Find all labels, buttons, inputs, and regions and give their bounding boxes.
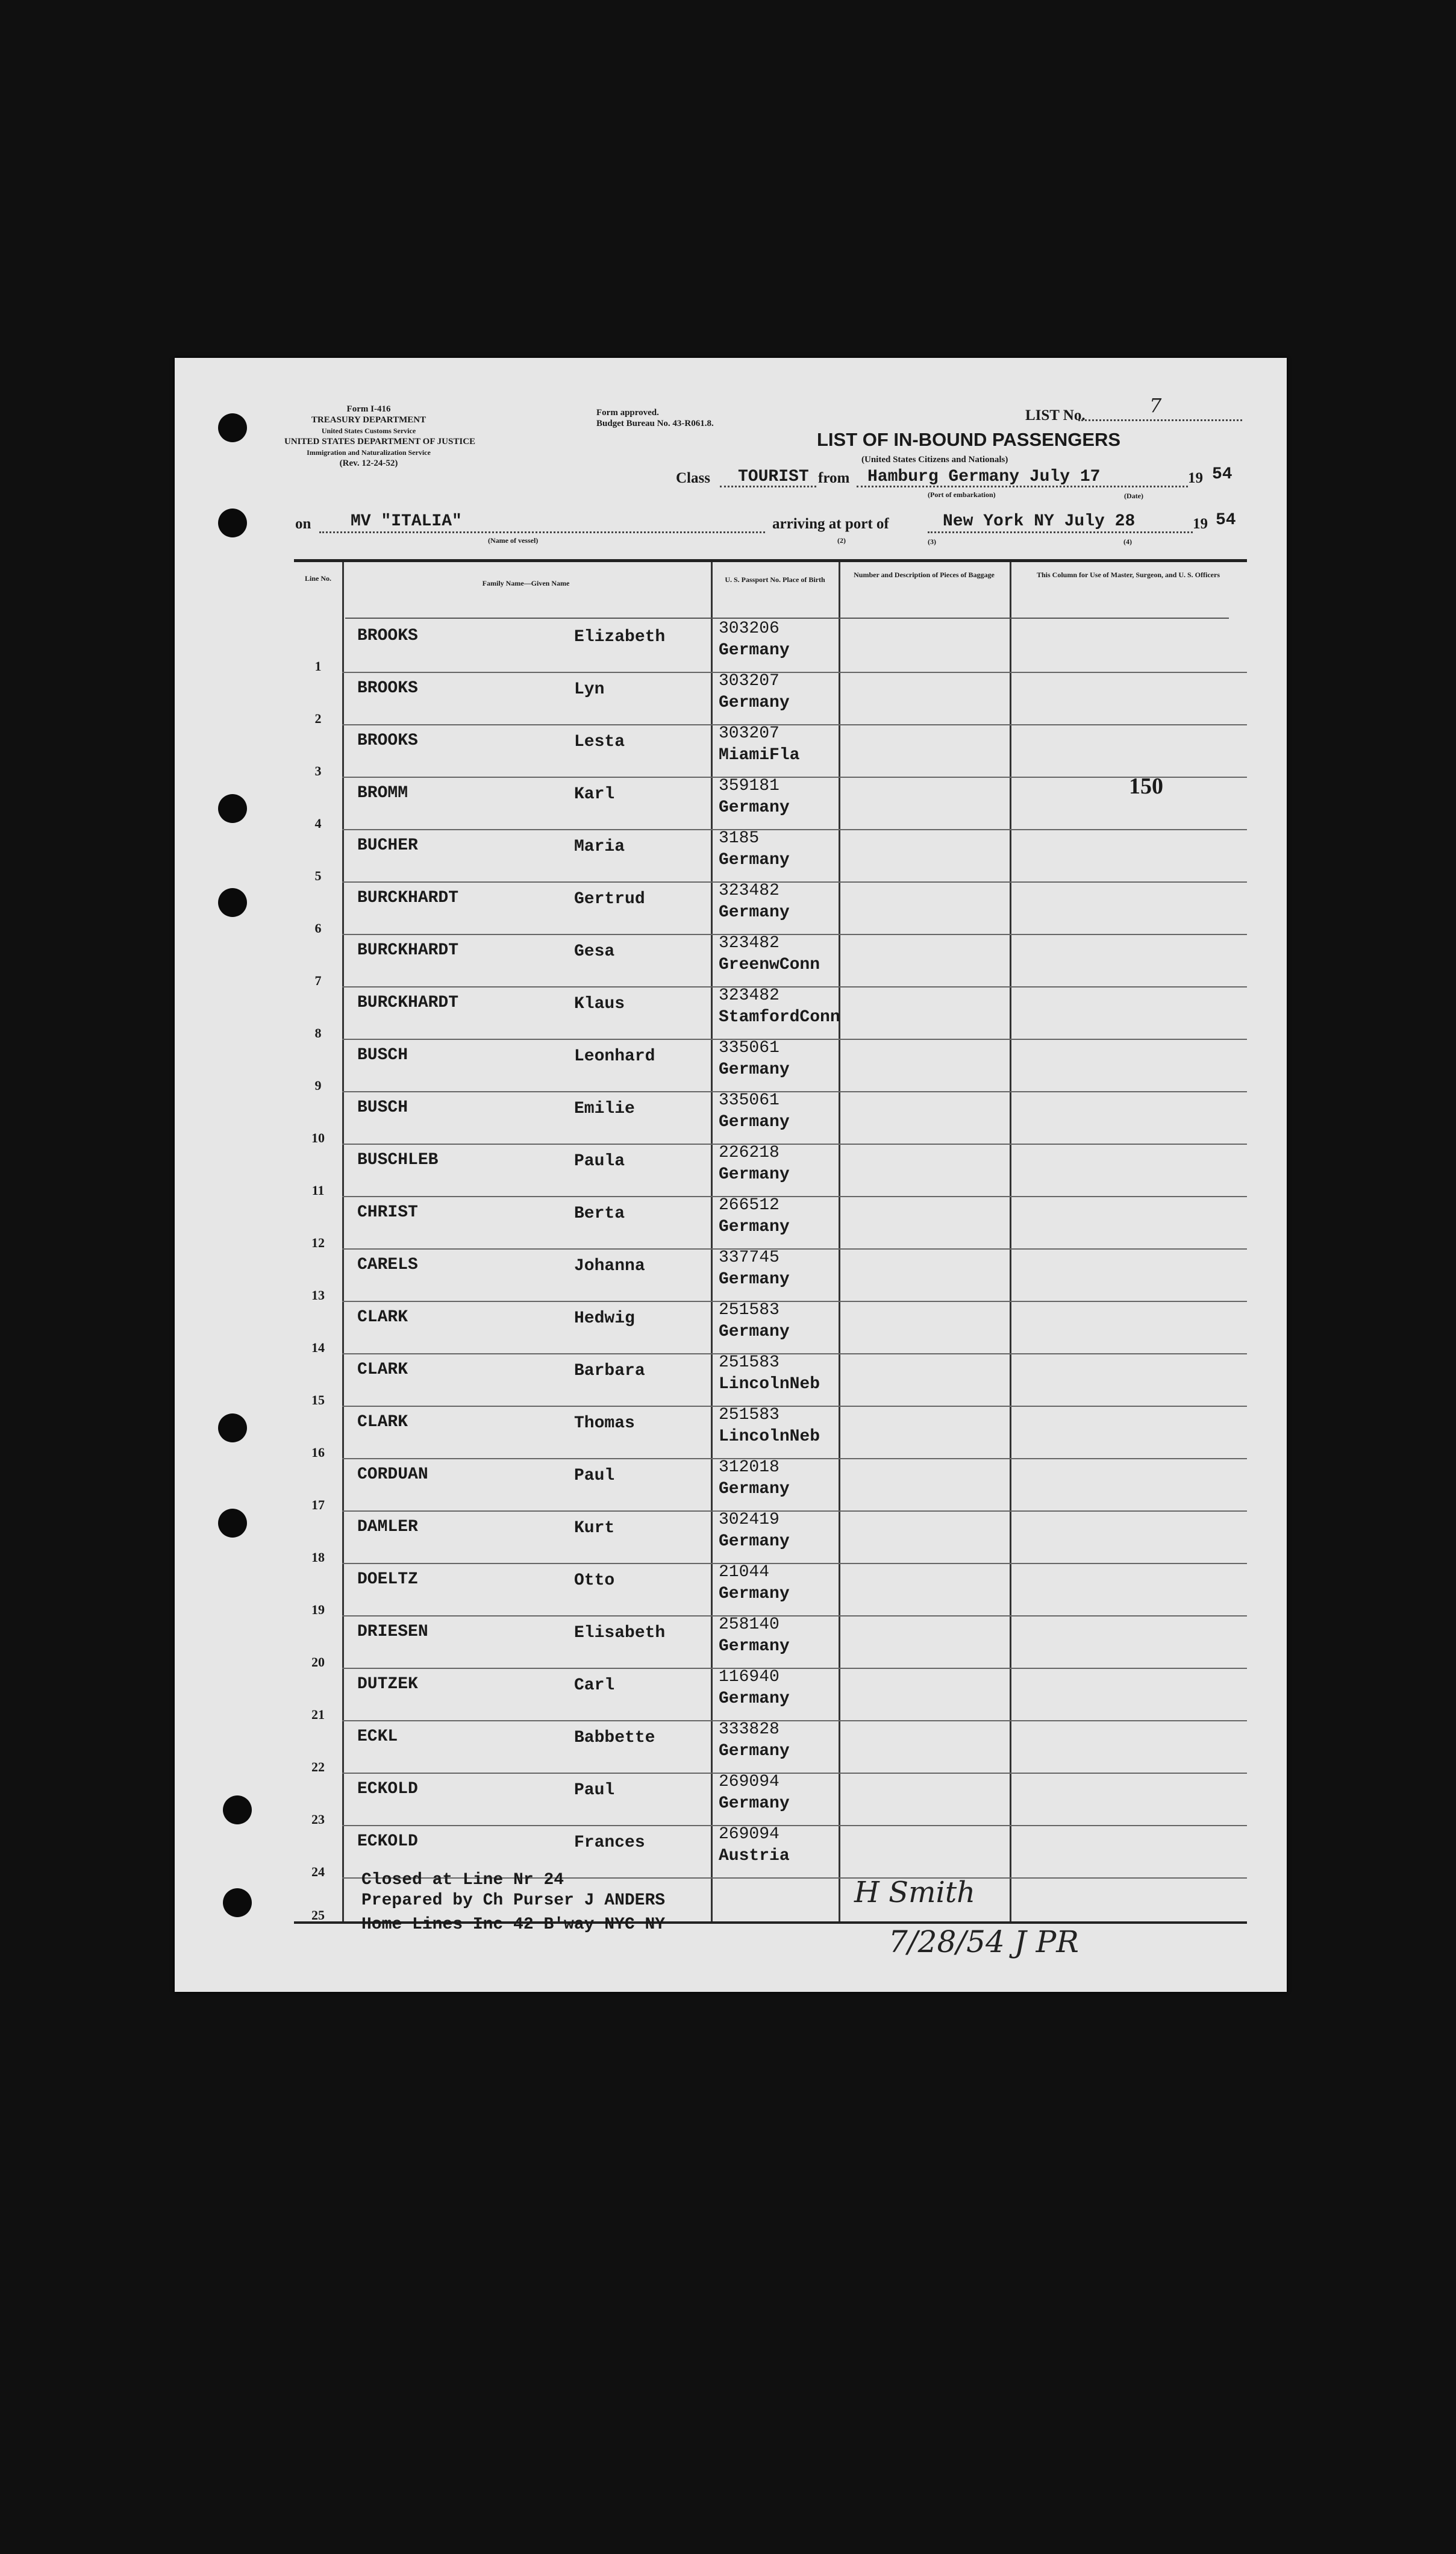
table-row [311,1301,1247,1355]
family-name: BUSCH [357,1098,408,1117]
vessel-caption: (Name of vessel) [488,536,539,545]
budget-bureau-line: Budget Bureau No. 43-R061.8. [596,419,714,428]
given-name: Karl [574,785,615,804]
port-embarkation-caption: (Port of embarkation) [928,490,996,499]
given-name: Elisabeth [574,1624,666,1642]
table-row [314,881,1247,936]
from-label: from [818,470,850,486]
family-name: CLARK [357,1308,408,1327]
list-no-value: 7 [1149,394,1162,417]
table-row [311,1406,1247,1460]
family-name: DRIESEN [357,1623,428,1641]
passport-number: 337745 [719,1248,780,1267]
family-name: CORDUAN [357,1465,428,1484]
vessel-name: MV "ITALIA" [351,512,462,531]
passport-number: 335061 [719,1039,780,1057]
place-of-birth: Germany [719,903,790,922]
passport-number: 258140 [719,1615,780,1634]
passenger-table [294,559,1247,1934]
given-name: Emilie [574,1100,635,1118]
ins-label: Immigration and Naturalization Service [307,448,431,457]
list-no-label: LIST No. [1025,407,1086,424]
col-header-name: Family Name—Given Name [482,579,570,587]
header-rule [345,618,1229,619]
col2-number-top: (2) [837,536,846,545]
col4-number-top: (4) [1123,537,1132,546]
passport-number: 269094 [719,1773,780,1791]
given-name: Johanna [574,1257,645,1275]
place-of-birth: Germany [719,1218,790,1236]
place-of-birth: StamfordConn [719,1008,840,1027]
line-number: 11 [311,1183,325,1198]
year-prefix: 19 [1188,470,1203,486]
line-number: 10 [311,1130,325,1145]
place-of-birth: Germany [719,1322,790,1341]
passport-number: 303207 [719,724,780,743]
table-row [314,777,1247,831]
table-row [314,986,1247,1041]
binder-hole [223,1795,252,1824]
from-underline [857,486,1188,487]
passport-number: 266512 [719,1196,780,1215]
binder-hole [218,413,247,442]
col3-number-top: (3) [928,537,936,546]
from-year: 54 [1212,465,1233,484]
given-name: Lyn [574,680,605,699]
given-name: Klaus [574,995,625,1013]
arriving-label: arriving at port of [772,516,889,532]
given-name: Lesta [574,733,625,751]
line-number: 16 [311,1445,325,1460]
passport-number: 333828 [719,1720,780,1739]
given-name: Carl [574,1676,615,1695]
line-number: 6 [314,921,322,936]
line-number: 20 [311,1654,325,1670]
place-of-birth: Germany [719,1480,790,1498]
vessel-underline [319,531,765,533]
family-name: BROOKS [357,731,418,750]
binder-hole [218,888,247,917]
line-number: 7 [314,973,322,988]
passport-number: 303206 [719,619,780,638]
passport-number: 302419 [719,1510,780,1529]
line-number: 1 [314,659,322,674]
binder-hole [218,1509,247,1538]
page-title: LIST OF IN-BOUND PASSENGERS [817,429,1121,450]
line-number: 22 [311,1759,325,1774]
passport-number: 335061 [719,1091,780,1110]
line-number: 13 [311,1288,325,1303]
line-number: 2 [314,711,322,726]
class-label: Class [676,470,710,486]
table-row [311,1458,1247,1512]
approval-block [596,407,714,429]
table-row [311,1668,1247,1722]
line-number: 21 [311,1707,325,1722]
family-name: CLARK [357,1360,408,1379]
given-name: Gesa [574,942,615,961]
family-name: BROMM [357,784,408,803]
table-row [314,829,1247,883]
family-name: BURCKHARDT [357,941,459,960]
arrival-value: New York NY July 28 [943,512,1136,531]
officer-signature: H Smith [854,1876,976,1909]
place-of-birth: LincolnNeb [719,1427,820,1446]
page-subtitle: (United States Citizens and Nationals) [861,455,1008,465]
binder-hole [223,1888,252,1917]
line-number: 15 [311,1392,325,1407]
passport-number: 251583 [719,1406,780,1424]
family-name: BROOKS [357,679,418,698]
place-of-birth: Germany [719,1794,790,1813]
place-of-birth: Germany [719,1113,790,1131]
place-of-birth: MiamiFla [719,746,800,765]
passport-number: 269094 [719,1825,780,1844]
justice-label: UNITED STATES DEPARTMENT OF JUSTICE [284,437,476,446]
place-of-birth: LincolnNeb [719,1375,820,1394]
passport-number: 21044 [719,1563,770,1582]
given-name: Thomas [574,1414,635,1433]
passport-number: 226218 [719,1144,780,1162]
line-number: 23 [311,1812,325,1827]
form-number: Form I-416 [346,404,391,414]
line-number: 9 [314,1078,322,1093]
binder-hole [218,794,247,823]
family-name: CARELS [357,1256,418,1274]
revision-label: (Rev. 12-24-52) [339,459,398,468]
given-name: Babbette [574,1729,655,1747]
family-name: BURCKHARDT [357,889,459,907]
given-name: Barbara [574,1362,645,1380]
family-name: CHRIST [357,1203,418,1222]
class-value: TOURIST [738,468,809,486]
place-of-birth: Germany [719,1532,790,1551]
family-name: ECKOLD [357,1780,418,1798]
table-row [311,1248,1247,1303]
line-number: 12 [311,1235,325,1250]
given-name: Paul [574,1781,615,1800]
table-row [311,1773,1247,1827]
family-name: DOELTZ [357,1570,418,1589]
on-label: on [295,516,311,532]
place-of-birth: Germany [719,1060,790,1079]
from-value: Hamburg Germany July 17 [867,468,1101,486]
col-header-officers: This Column for Use of Master, Surgeon, and U. S. Officers [1036,571,1220,579]
place-of-birth: Germany [719,798,790,817]
family-name: BUSCH [357,1046,408,1065]
handwritten-date-initials: 7/28/54 J PR [889,1924,1079,1959]
passport-number: 3185 [719,829,760,848]
passport-number: 323482 [719,934,780,953]
passport-number: 251583 [719,1353,780,1372]
line-number: 8 [314,1025,322,1041]
passport-number: 312018 [719,1458,780,1477]
table-row [311,1196,1247,1250]
closing-line: Closed at Line Nr 24 [361,1871,564,1889]
treasury-label: TREASURY DEPARTMENT [311,415,426,425]
place-of-birth: Germany [719,693,790,712]
line-number: 18 [311,1550,325,1565]
place-of-birth: Germany [719,1742,790,1761]
arrival-year: 54 [1216,511,1236,530]
table-row [314,619,1247,674]
binder-hole [218,1413,247,1442]
given-name: Paula [574,1152,625,1171]
given-name: Otto [574,1571,615,1590]
passport-number: 359181 [719,777,780,795]
line-number: 19 [311,1602,325,1617]
place-of-birth: Germany [719,641,790,660]
passport-number: 323482 [719,986,780,1005]
table-row [311,1615,1247,1670]
table-row [311,1353,1247,1407]
table-row [311,1720,1247,1774]
family-name: ECKOLD [357,1832,418,1851]
customs-label: United States Customs Service [321,427,416,435]
family-name: DUTZEK [357,1675,418,1694]
given-name: Gertrud [574,890,645,909]
given-name: Leonhard [574,1047,655,1066]
date-caption: (Date) [1124,492,1143,500]
line-number: 24 [311,1864,325,1879]
passport-number: 303207 [719,672,780,690]
family-name: BUSCHLEB [357,1151,439,1169]
place-of-birth: Germany [719,1637,790,1656]
given-name: Berta [574,1204,625,1223]
place-of-birth: GreenwConn [719,956,820,974]
table-row [314,934,1247,988]
table-row [314,672,1247,726]
given-name: Elizabeth [574,628,666,646]
arrival-underline [928,531,1193,533]
passport-number: 323482 [719,881,780,900]
place-of-birth: Germany [719,1689,790,1708]
list-no-underline [1078,419,1242,421]
place-of-birth: Germany [719,1585,790,1603]
passport-number: 251583 [719,1301,780,1319]
passport-number: 116940 [719,1668,780,1686]
family-name: BURCKHARDT [357,994,459,1012]
officer-note: 150 [1129,774,1163,799]
given-name: Kurt [574,1519,615,1538]
line-number: 4 [314,816,322,831]
line-number: 14 [311,1340,325,1355]
table-row [314,1039,1247,1093]
family-name: BROOKS [357,627,418,645]
place-of-birth: Germany [719,851,790,869]
given-name: Maria [574,837,625,856]
line-number: 17 [311,1497,325,1512]
agency-block [284,404,476,469]
class-underline [720,486,816,487]
given-name: Frances [574,1833,645,1852]
given-name: Paul [574,1466,615,1485]
line-number: 3 [314,763,322,778]
arrival-year-prefix: 19 [1193,516,1208,532]
manifest-page [175,358,1287,1992]
table-row [311,1091,1247,1145]
family-name: ECKL [357,1727,398,1746]
line-number: 25 [311,1908,325,1923]
family-name: DAMLER [357,1518,418,1536]
prepared-by-line: Prepared by Ch Purser J ANDERS [361,1891,666,1910]
table-row [311,1144,1247,1198]
table-row [314,724,1247,778]
col-header-passport: U. S. Passport No. Place of Birth [725,575,825,584]
table-row [311,1510,1247,1565]
company-address-line: Home Lines Inc 42 B'way NYC NY [361,1915,666,1934]
binder-hole [218,509,247,537]
col-header-baggage: Number and Description of Pieces of Baggage [854,571,995,579]
col-header-line-no: Line No. [304,574,331,583]
family-name: CLARK [357,1413,408,1432]
given-name: Hedwig [574,1309,635,1328]
line-number: 5 [314,868,322,883]
family-name: BUCHER [357,836,418,855]
approval-line: Form approved. [596,408,659,418]
place-of-birth: Austria [719,1847,790,1865]
place-of-birth: Germany [719,1165,790,1184]
table-row [311,1563,1247,1617]
place-of-birth: Germany [719,1270,790,1289]
